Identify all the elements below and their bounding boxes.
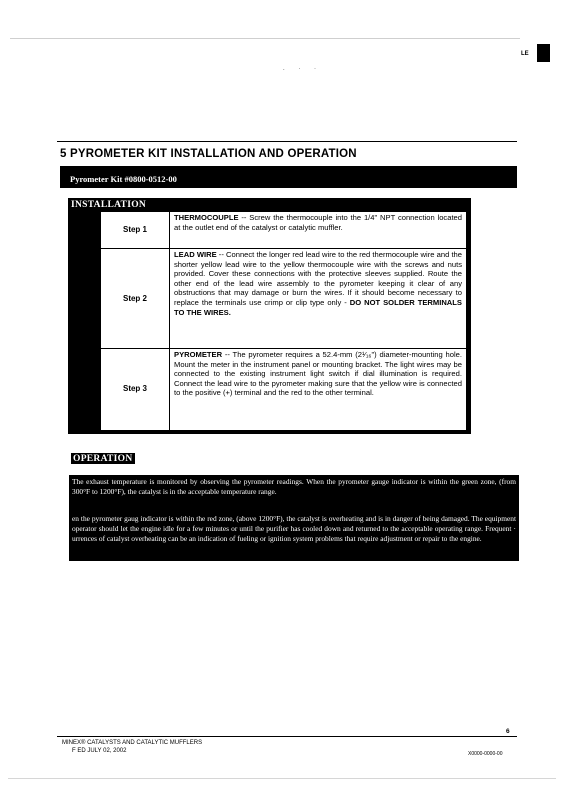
step-title: LEAD WIRE [174,250,217,259]
bottom-rule [8,778,556,779]
top-rule [10,38,520,39]
step-body: -- The pyrometer requires a 52.4-mm (2¹⁄₁₆") diameter-mounting hole. Mount the meter in the instrument panel or mounting bracket. The light wires may be connected to the existing instrument light switch if dial illumination is required. Connect the lead wire to the pyrometer making sure that the yellow wire is connected to the positive (+) terminal and the red to the other terminal. [174,350,462,398]
operation-section [69,475,519,561]
step-row-1 [101,212,466,248]
kit-number-bar [60,166,517,188]
installation-section [68,198,471,434]
footer-revision-line: F ED JULY 02, 2002 [72,748,127,754]
step-text [174,250,462,317]
step-label: Step 1 [122,225,147,234]
page-number: 6 [506,728,510,735]
step-warning: DO NOT SOLDER TERMINALS TO THE WIRES. [174,297,462,317]
step-row-3 [101,348,466,432]
step-text [174,350,462,398]
step-body: -- Screw the thermocouple into the 1/4" NPT connection located at the outlet end of the catalyst or catalytic muffler. [174,213,462,232]
installation-steps-table [100,211,467,431]
step-divider [169,249,170,348]
step-title: THERMOCOUPLE [174,213,239,222]
footer-product-line: MINEX® CATALYSTS AND CATALYTIC MUFFLERS [62,740,203,746]
operation-paragraph-2: en the pyrometer gaug indicator is within the red zone, (above 1200°F), the catalyst is overheating and is in danger of being damaged. The equipment operator should let the engine idle for a few minutes or until the purifier has cooled down and returned to the acceptable operating range. Frequent · urrences of catalyst overheating can be an indication of fueling or ignition system problems that require adjustment or repair to the engine. [72,514,516,543]
footer-rule [57,736,517,737]
section-title: 5 PYROMETER KIT INSTALLATION AND OPERATION [60,148,357,160]
step-body: -- Connect the longer red lead wire to the red thermocouple wire and the shorter yellow lead wire to the yellow thermocouple wire with the screws and nuts provided. Cover these connections with the protective sleeves supplied. Route the other end of the lead wire assembly to the pyrometer keeping it clear of any obstructions that may damage or burn the wires. If it should become necessary to replace the terminals use crimp or clip type only - [174,250,463,307]
scan-specks: . · · [283,66,322,72]
step-label: Step 2 [122,294,147,303]
step-label: Step 3 [122,384,147,393]
corner-mark: LE [521,51,529,57]
kit-number: Pyrometer Kit #0800-0512-00 [70,174,177,184]
footer-document-code: X0000-0000-00 [468,751,503,757]
operation-paragraph-1: The exhaust temperature is monitored by observing the pyrometer readings. When the pyrometer gauge indicator is within the green zone, (from 300°F to 1200°F), the catalyst is in the acceptable temperature range. [72,477,516,496]
step-title: PYROMETER [174,350,223,359]
step-text [174,213,462,232]
step-divider [169,212,170,248]
step-divider [169,349,170,432]
title-rule [57,141,517,142]
step-row-2 [101,248,466,348]
operation-heading: OPERATION [73,454,133,464]
corner-block [537,44,550,62]
installation-heading: INSTALLATION [71,200,147,210]
